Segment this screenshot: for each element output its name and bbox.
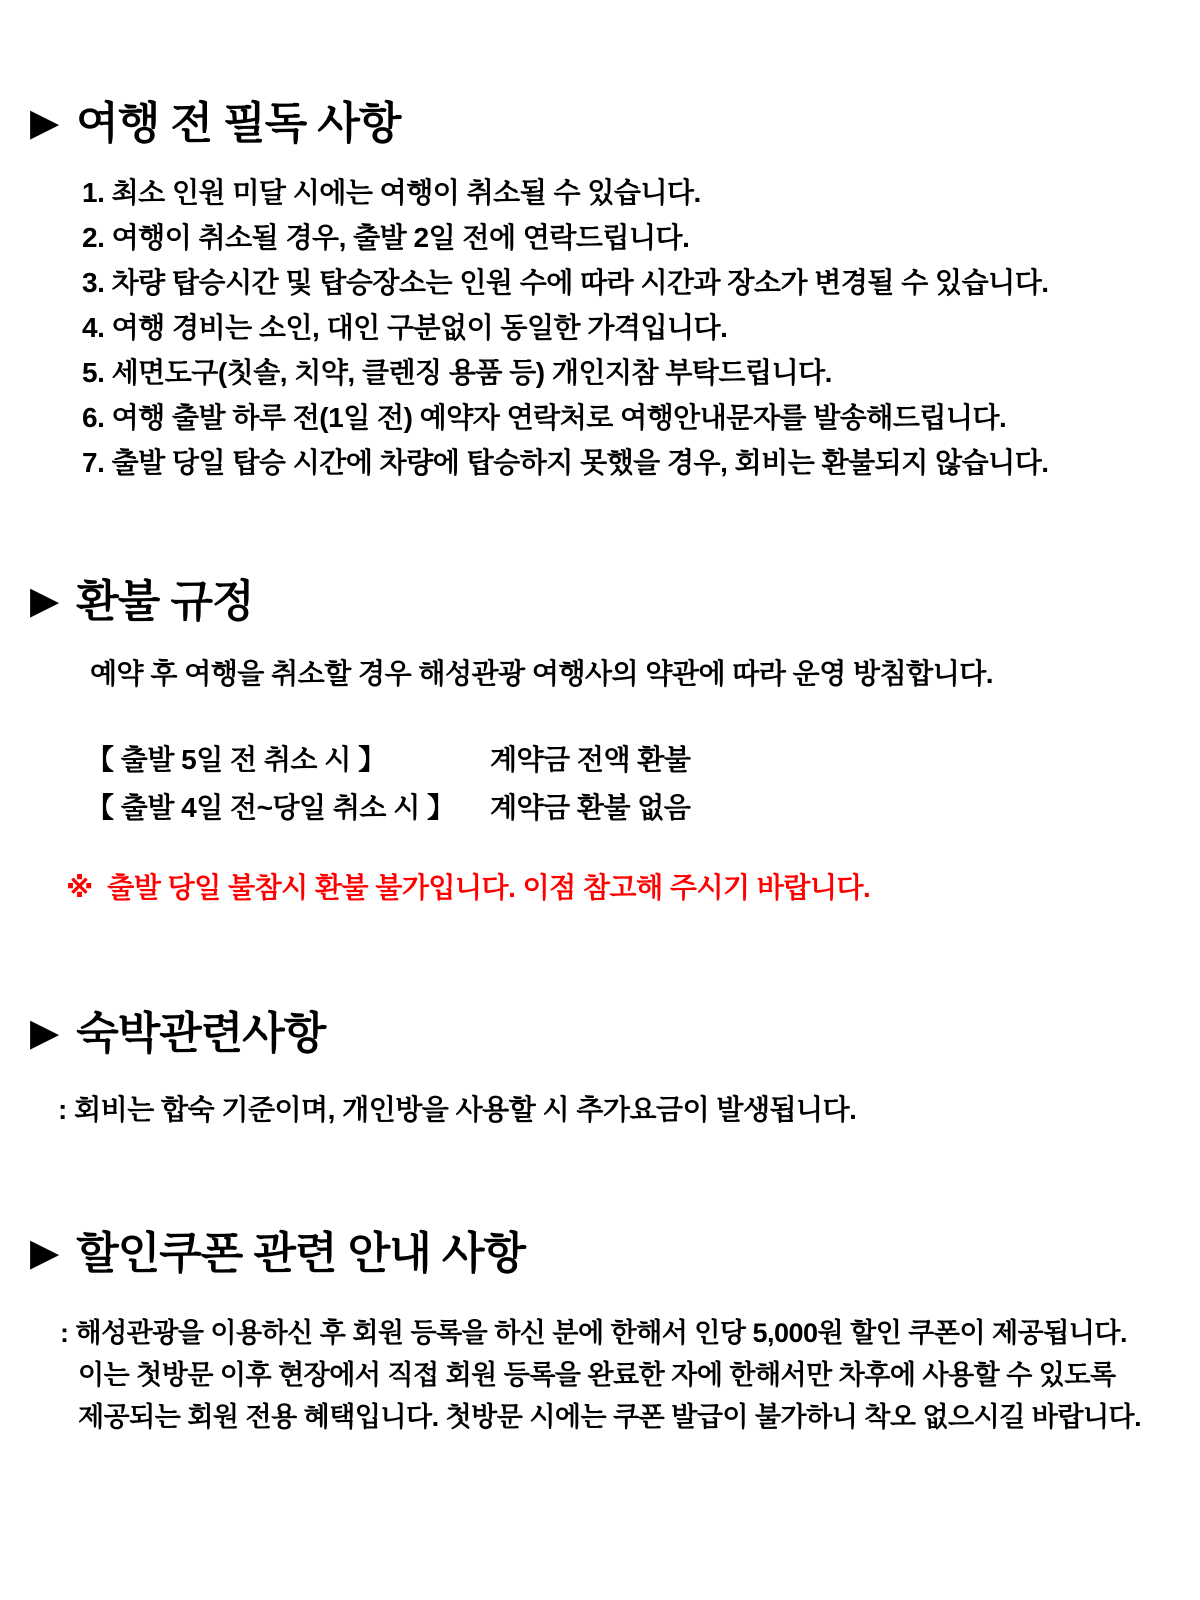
coupon-line: 이는 첫방문 이후 현장에서 직접 회원 등록을 완료한 자에 한해서만 차후에 사용할 수 있도록 [78,1360,1116,1390]
list-item: 1. 최소 인원 미달 시에는 여행이 취소될 수 있습니다. [82,177,701,208]
section-title-text: 여행 전 필독 사항 [76,99,401,149]
refund-warning-text: ※ 출발 당일 불참시 환불 불가입니다. 이점 참고해 주시기 바랍니다. [66,872,871,903]
section-title-text: 환불 규정 [76,577,254,627]
rule-condition: 【 출발 5일 전 취소 시 】 [86,744,386,775]
list-item: 5. 세면도구(칫솔, 치약, 클렌징 용품 등) 개인지참 부탁드립니다. [82,357,832,388]
list-item: 3. 차량 탑승시간 및 탑승장소는 인원 수에 따라 시간과 장소가 변경될 수 있습니다. [82,267,1049,298]
rule-result: 계약금 전액 환불 [490,744,691,775]
list-item: 4. 여행 경비는 소인, 대인 구분없이 동일한 가격입니다. [82,312,728,343]
refund-rules [86,738,690,834]
section-title-lodging [30,1009,325,1060]
section-title-text: 할인쿠폰 관련 안내 사항 [76,1229,525,1279]
rule-condition: 【 출발 4일 전~당일 취소 시 】 [86,792,455,823]
triangle-marker-icon: ▶ [30,1231,59,1274]
refund-rule-row [86,738,690,786]
coupon-notice-paragraph [60,1312,1141,1438]
coupon-line: 제공되는 회원 전용 혜택입니다. 첫방문 시에는 쿠폰 발급이 불가하니 착오 없으시길 바랍니다. [78,1402,1142,1432]
list-item: 2. 여행이 취소될 경우, 출발 2일 전에 연락드립니다. [82,222,690,253]
list-item: 6. 여행 출발 하루 전(1일 전) 예약자 연락처로 여행안내문자를 발송해드립니다. [82,402,1007,433]
refund-rule-row [86,786,690,834]
rule-result: 계약금 환불 없음 [490,792,691,823]
triangle-marker-icon: ▶ [30,101,59,144]
section-title-refund [30,577,253,628]
lodging-note-text: : 회비는 합숙 기준이며, 개인방을 사용할 시 추가요금이 발생됩니다. [58,1094,857,1125]
refund-intro-text: 예약 후 여행을 취소할 경우 해성관광 여행사의 약관에 따라 운영 방침합니다. [90,658,994,689]
section-title-text: 숙박관련사항 [76,1009,326,1059]
section-title-coupon [30,1229,525,1280]
section-title-pre-trip [30,99,400,150]
triangle-marker-icon: ▶ [30,1011,59,1054]
coupon-line: : 해성관광을 이용하신 후 회원 등록을 하신 분에 한해서 인당 5,000원 할인 쿠폰이 제공됩니다. [60,1318,1127,1348]
triangle-marker-icon: ▶ [30,579,59,622]
list-item: 7. 출발 당일 탑승 시간에 차량에 탑승하지 못했을 경우, 회비는 환불되지 않습니다. [82,447,1049,478]
pre-trip-notes-list [82,170,1049,485]
